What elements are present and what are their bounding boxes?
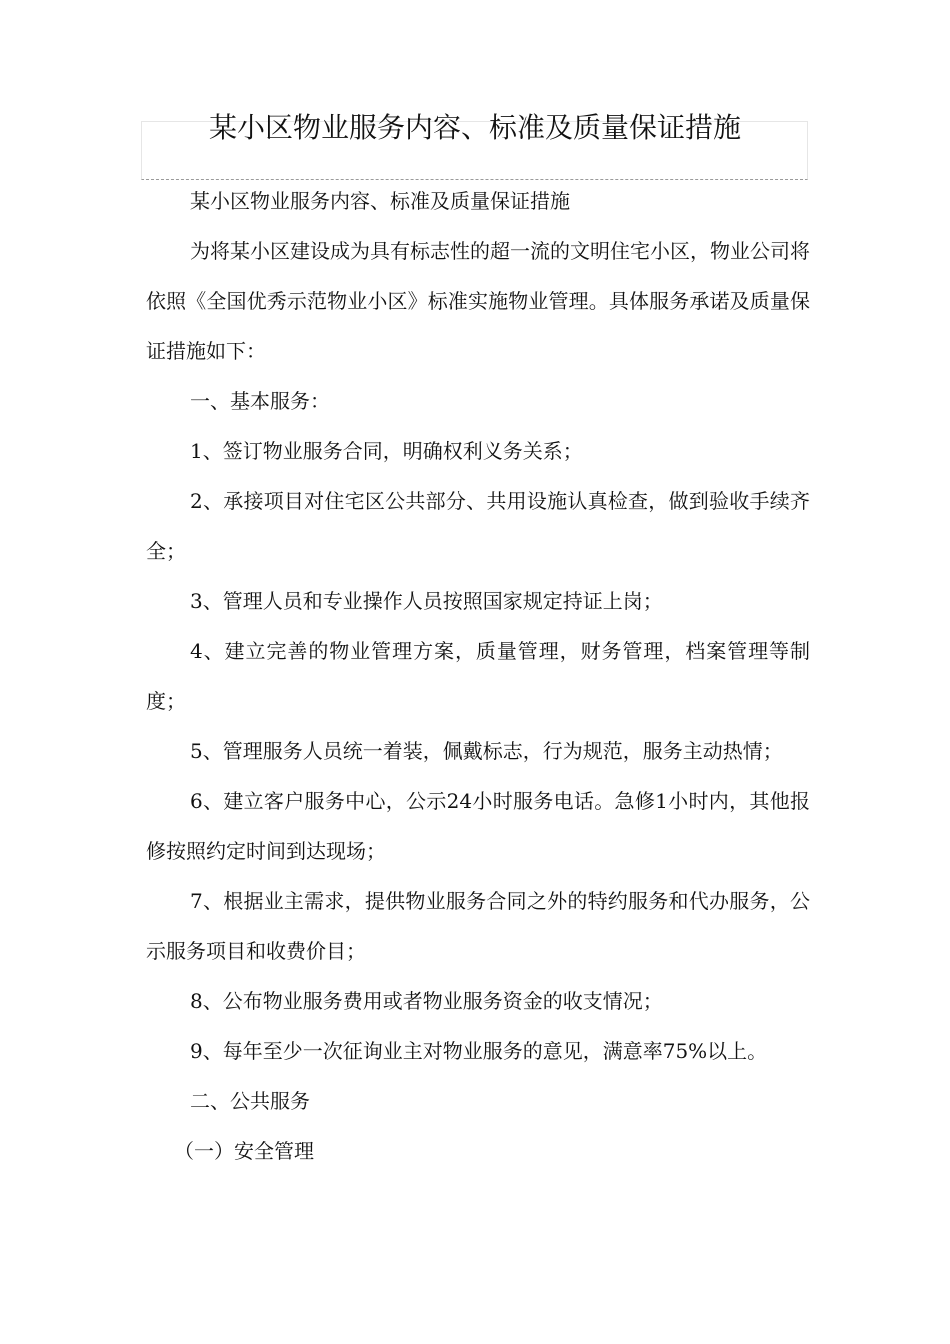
subsection-heading-security: （一）安全管理 (174, 1139, 314, 1163)
list-item-2: 2、承接项目对住宅区公共部分、共用设施认真检查，做到验收手续齐全； (146, 489, 810, 563)
list-item-7: 7、根据业主需求，提供物业服务合同之外的特约服务和代办服务，公示服务项目和收费价目； (146, 889, 810, 963)
section-heading-public-service: 二、公共服务 (190, 1089, 310, 1113)
list-item-1: 1、签订物业服务合同，明确权利义务关系； (190, 439, 583, 463)
list-item-9: 9、每年至少一次征询业主对物业服务的意见，满意率75%以上。 (190, 1039, 768, 1063)
list-item-5: 5、管理服务人员统一着装，佩戴标志，行为规范，服务主动热情； (190, 739, 783, 763)
document-title: 某小区物业服务内容、标准及质量保证措施 (208, 111, 741, 144)
paragraph-subtitle: 某小区物业服务内容、标准及质量保证措施 (190, 189, 570, 213)
paragraph-intro: 为将某小区建设成为具有标志性的超一流的文明住宅小区，物业公司将依照《全国优秀示范物业小区》标准实施物业管理。具体服务承诺及质量保证措施如下： (146, 239, 810, 363)
list-item-8: 8、公布物业服务费用或者物业服务资金的收支情况； (190, 989, 663, 1013)
list-item-4: 4、建立完善的物业管理方案，质量管理，财务管理，档案管理等制度； (146, 639, 810, 713)
document-body (146, 176, 810, 1176)
list-item-6: 6、建立客户服务中心，公示24小时服务电话。急修1小时内，其他报修按照约定时间到达现场； (146, 789, 810, 863)
list-item-3: 3、管理人员和专业操作人员按照国家规定持证上岗； (190, 589, 663, 613)
section-heading-basic-service: 一、基本服务： (190, 389, 330, 413)
